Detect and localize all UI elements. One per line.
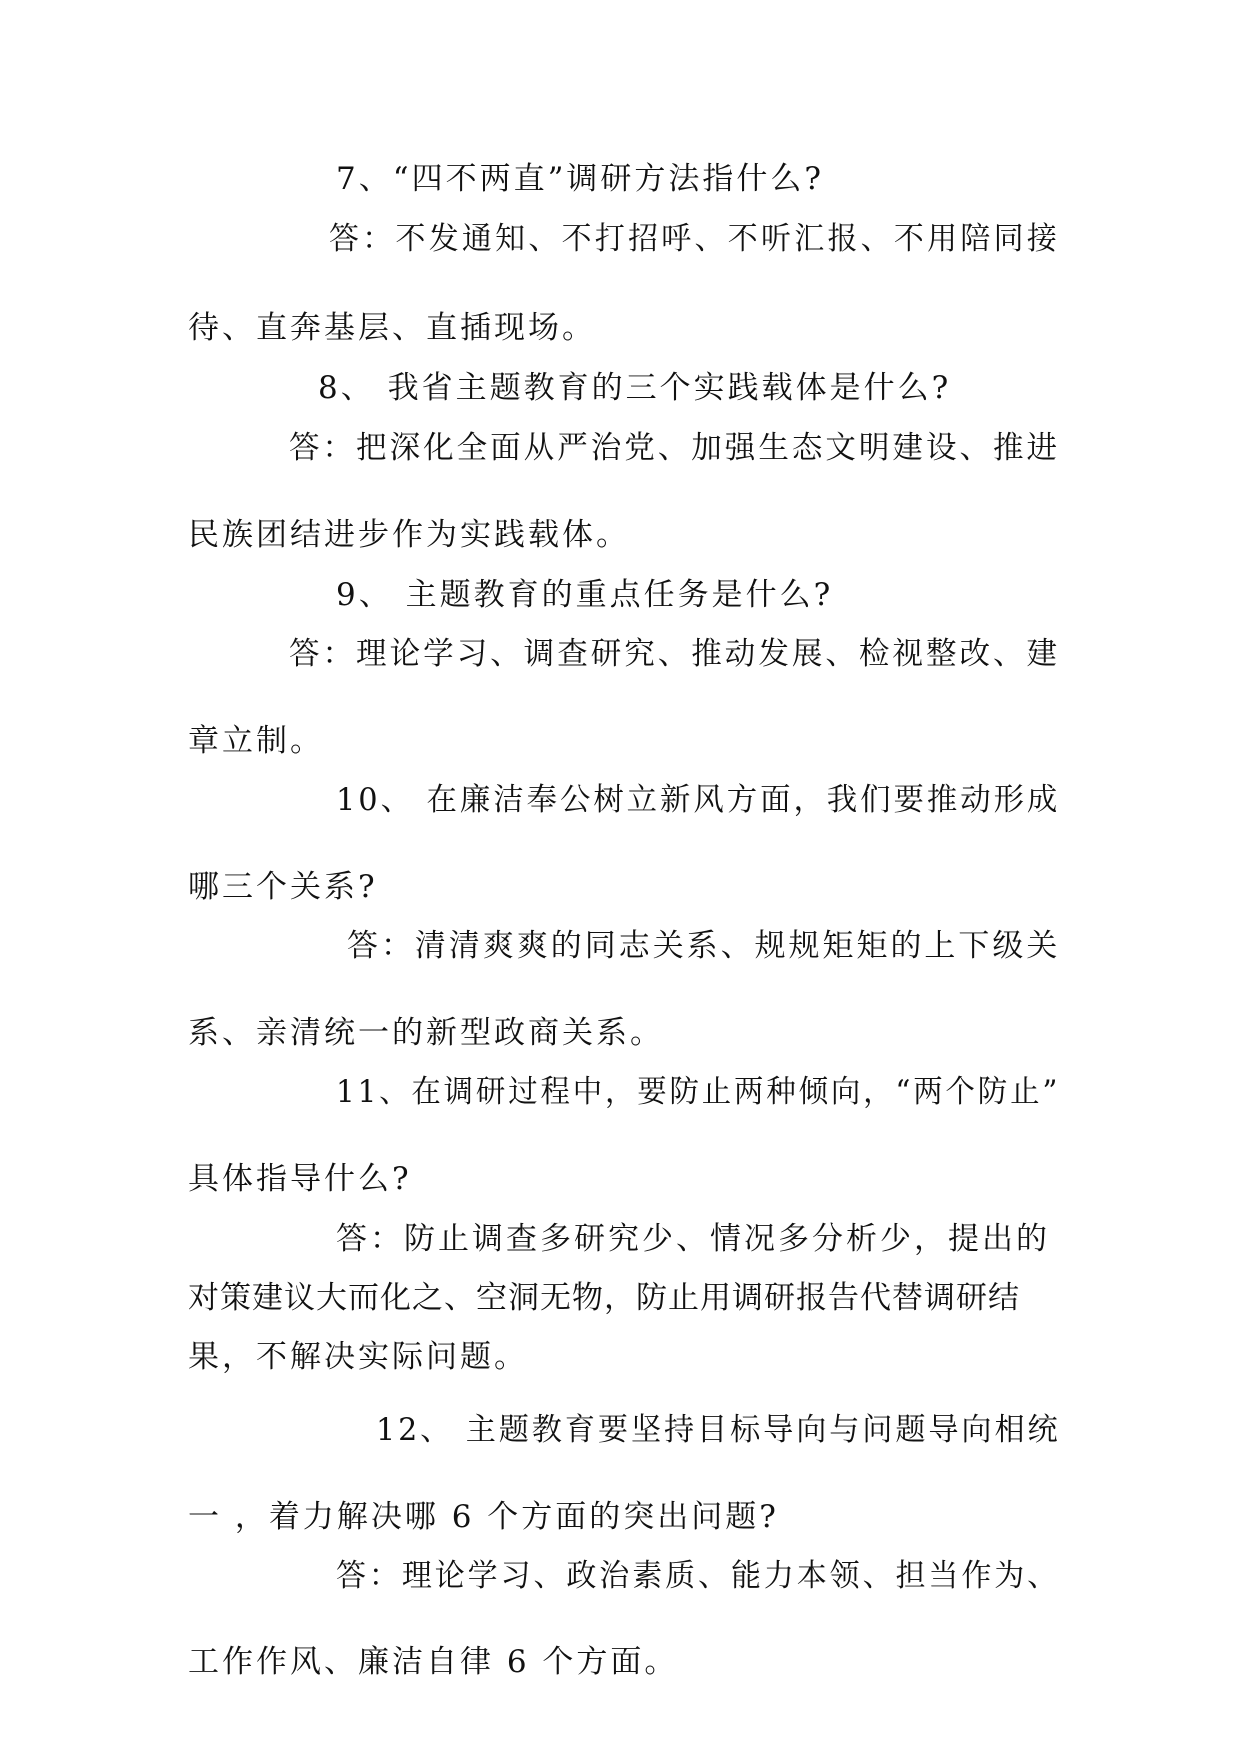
answer-11-line-1: 答：防止调查多研究少、情况多分析少，提出的	[336, 1221, 1050, 1257]
question-12-line-2: 一 ，着力解决哪 6 个方面的突出问题?	[188, 1499, 779, 1535]
answer-7-line-1: 答：不发通知、不打招呼、不听汇报、不用陪同接	[329, 221, 1061, 257]
answer-7-line-2: 待、直奔基层、直插现场。	[188, 310, 596, 346]
answer-10-line-1: 答：清清爽爽的同志关系、规规矩矩的上下级关	[347, 928, 1061, 964]
answer-10-line-2: 系、亲清统一的新型政商关系。	[188, 1015, 664, 1051]
question-9: 9、 主题教育的重点任务是什么?	[336, 577, 834, 613]
question-8: 8、 我省主题教育的三个实践载体是什么?	[318, 370, 952, 406]
question-7: 7、“四不两直”调研方法指什么?	[336, 161, 825, 197]
answer-8-line-1: 答：把深化全面从严治党、加强生态文明建设、推进	[289, 430, 1061, 466]
answer-9-line-1: 答：理论学习、调查研究、推动发展、检视整改、建	[289, 636, 1061, 672]
answer-9-line-2: 章立制。	[188, 723, 324, 759]
question-10-line-1: 10、 在廉洁奉公树立新风方面，我们要推动形成	[336, 782, 1061, 818]
answer-12-line-1: 答：理论学习、政治素质、能力本领、担当作为、	[336, 1558, 1061, 1594]
question-11-line-1: 11、在调研过程中，要防止两种倾向，“两个防止”	[336, 1074, 1061, 1110]
question-11-line-2: 具体指导什么?	[188, 1161, 412, 1197]
answer-11-line-3: 果，不解决实际问题。	[188, 1339, 528, 1375]
answer-8-line-2: 民族团结进步作为实践载体。	[188, 517, 630, 553]
answer-12-line-2: 工作作风、廉洁自律 6 个方面。	[188, 1644, 679, 1680]
answer-11-line-2: 对策建议大而化之、空洞无物，防止用调研报告代替调研结	[188, 1280, 1020, 1316]
question-10-line-2: 哪三个关系?	[188, 869, 378, 905]
question-12-line-1: 12、 主题教育要坚持目标导向与问题导向相统	[376, 1412, 1061, 1448]
